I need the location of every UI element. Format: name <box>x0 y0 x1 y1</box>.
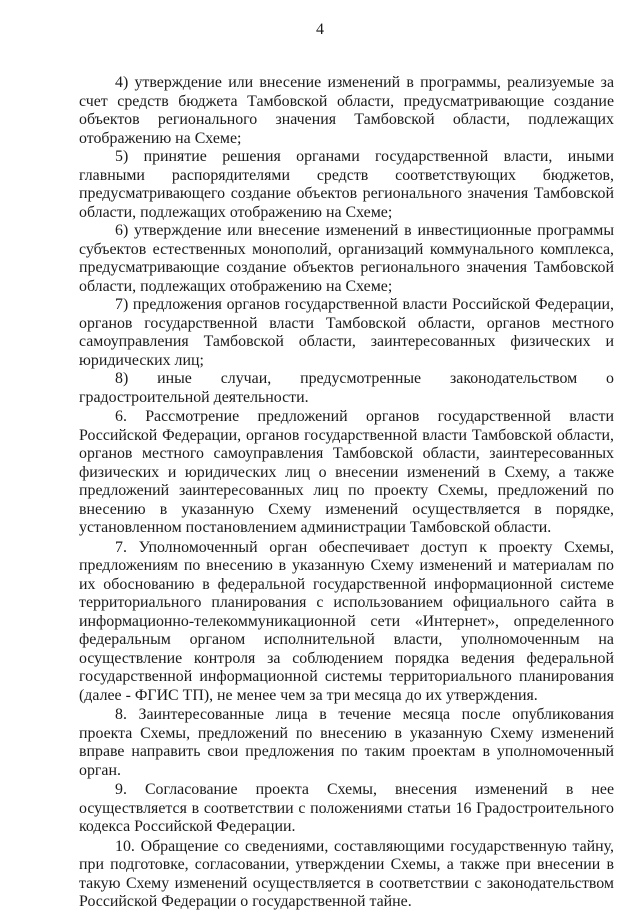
page-number: 4 <box>316 21 324 38</box>
paragraph-item-7: 7) предложения органов государственной власти Российской Федерации, органов государственной власти Тамбовской области, органов местного самоуправления Тамбовской области, заинтересованных физических и юридических лиц; <box>79 296 614 369</box>
paragraph-section-8: 8. Заинтересованные лица в течение месяца после опубликования проекта Схемы, предложений по внесению в указанную Схему изменений вправе направить свои предложения по таким проектам в уполномоченный орган. <box>79 706 614 779</box>
paragraph-item-6: 6) утверждение или внесение изменений в инвестиционные программы субъектов естественных монополий, организаций коммунального комплекса, предусматривающие создание объектов регионального значения Тамбовской области, подлежащих отображению на Схеме; <box>79 222 614 295</box>
paragraph-item-8: 8) иные случаи, предусмотренные законодательством о градостроительной деятельности. <box>79 370 614 406</box>
paragraph-section-10: 10. Обращение со сведениями, составляющими государственную тайну, при подготовке, согласовании, утверждении Схемы, а также при внесении в такую Схему изменений осуществляется в соответствии с законодательством Российской Федерации о государственной тайне. <box>79 837 614 910</box>
paragraph-item-4: 4) утверждение или внесение изменений в программы, реализуемые за счет средств бюджета Тамбовской области, предусматривающие создание объектов регионального значения Тамбовской области, подлежащих отображению на Схеме; <box>79 74 614 147</box>
paragraph-item-5: 5) принятие решения органами государственной власти, иными главными распорядителями средств соответствующих бюджетов, предусматривающего создание объектов регионального значения Тамбовской области, подлежащих отображению на Схеме; <box>79 148 614 221</box>
document-body <box>79 74 614 912</box>
paragraph-section-7: 7. Уполномоченный орган обеспечивает доступ к проекту Схемы, предложениям по внесению в указанную Схему изменений и материалам по их обоснованию в федеральной государственной информационной системе территориального планирования с использованием официального сайта в информационно-телекоммуникационной сети «Интернет», определенного федеральным органом исполнительной власти, уполномоченным на осуществление контроля за соблюдением порядка ведения федеральной государственной информационной системы территориального планирования (далее - ФГИС ТП), не менее чем за три месяца до их утверждения. <box>79 538 614 704</box>
paragraph-section-9: 9. Согласование проекта Схемы, внесения изменений в нее осуществляется в соответствии с положениями статьи 16 Градостроительного кодекса Российской Федерации. <box>79 781 614 835</box>
paragraph-section-6: 6. Рассмотрение предложений органов государственной власти Российской Федерации, органов государственной власти Тамбовской области, органов местного самоуправления Тамбовской области, заинтересованных физических и юридических лиц о внесении изменений в Схему, а также предложений заинтересованных лиц по проекту Схемы, предложений по внесению в указанную Схему изменений осуществляется в порядке, установленном постановлением администрации Тамбовской области. <box>79 408 614 536</box>
